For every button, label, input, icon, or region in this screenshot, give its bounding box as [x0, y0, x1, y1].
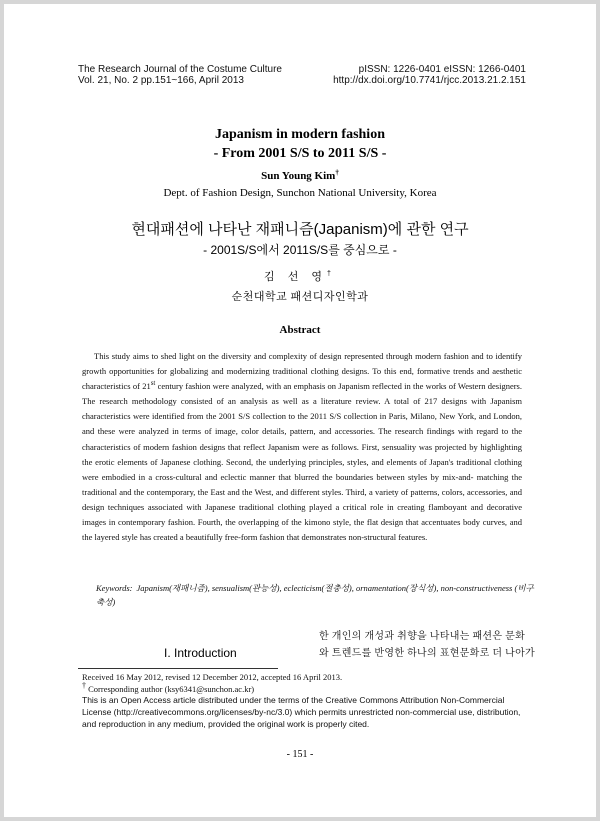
author-korean [4, 268, 596, 284]
paper-page [4, 4, 596, 817]
keywords-label: Keywords: [96, 583, 133, 593]
page-number: - 151 - [286, 749, 314, 760]
subtitle-korean: - 2001S/S에서 2011S/S를 중심으로 - [203, 243, 397, 257]
journal-name: The Research Journal of the Costume Culture [78, 64, 282, 75]
license-line3: and reproduction in any medium, provided the original work is properly cited. [82, 718, 370, 729]
footnotes [82, 672, 537, 731]
affiliation-english: Dept. of Fashion Design, Sunchon National University, Korea [163, 187, 437, 199]
ordinal-superscript: st [150, 379, 156, 388]
affiliation-korean: 순천대학교 패션디자인학과 [231, 291, 369, 303]
abstract-heading: Abstract [279, 324, 321, 336]
title-english-line2: - From 2001 S/S to 2011 S/S - [213, 146, 387, 161]
abstract-text-part1: This study aims to shed light on the diversity and complexity of design represented through modern fashion and to identify growth opportunities for globalizing and modernizing traditional clothing designs. To this end, formative trends and aesthetic characteristics of 21 [82, 351, 522, 392]
introduction-line2: 와 트렌드를 반영한 하나의 표현문화로 더 나아가 [319, 648, 535, 659]
footnote-corresponding [82, 680, 537, 696]
keywords [96, 581, 536, 609]
footnote-divider [78, 668, 278, 669]
keywords-list: Japanism(재패니즘), sensualism(관능성), eclecticism(절충성), ornamentation(장식성), non-constructiveness (비구축성) [96, 583, 534, 607]
author-korean-name: 김 선 영 [264, 271, 328, 283]
issn: pISSN: 1226-0401 eISSN: 1266-0401 [358, 64, 526, 75]
dagger-mark-korean: † [327, 270, 336, 278]
section-heading-introduction: I. Introduction [164, 646, 237, 660]
volume-info: Vol. 21, No. 2 pp.151~166, April 2013 [78, 75, 244, 86]
journal-header-left [78, 64, 282, 86]
author-english-name: Sun Young Kim [261, 170, 336, 182]
title-english [4, 125, 596, 163]
author-english [4, 170, 596, 182]
footnote-dagger: † [82, 680, 86, 690]
introduction-line1: 한 개인의 개성과 취향을 나타내는 패션은 문화 [319, 631, 526, 642]
introduction-body-korean [319, 628, 539, 662]
corresponding-author: Corresponding author (ksy6341@sunchon.ac.kr) [88, 683, 255, 694]
footnote-received: Received 16 May 2012, revised 12 December 2012, accepted 16 April 2013. [82, 672, 343, 682]
journal-header-right [333, 64, 526, 86]
abstract-body [82, 349, 522, 545]
doi-link[interactable]: http://dx.doi.org/10.7741/rjcc.2013.21.2.151 [333, 75, 526, 86]
title-english-line1: Japanism in modern fashion [215, 127, 385, 142]
title-korean: 현대패션에 나타난 재패니즘(Japanism)에 관한 연구 [131, 221, 469, 238]
abstract-text-part2: century fashion were analyzed, with an emphasis on Japanism reflected in the works of Western designers. The research methodology consisted of an analysis as well as a literature review. A total of 217 designs with Japanism characteristics were identified from the 2001 S/S collection to the 2011 S/S collection in Paris, Milano, New York, and London, and these were analyzed in terms of image, color details, pattern, and accessories. The research findings with regard to the characteristics of modern fashion designs that reflect Japanism were as follows. First, sensuality was projected by highlighting the erotic elements of Japanese clothing. Second, the underlying principles, styles, and elements of Japan's traditional clothing were embodied in a cross-cultural and eclectic manner that blurred the boundaries between styles by mix-and- matching the traditional and the contemporary, the East and the West, and different styles. Third, a variety of patterns, colors, accessories, and design techniques associated with Japanese traditional clothing played a critical role in creating flamboyant and decorative images in contemporary fashion. Fourth, the overlapping of the kimono style, the flat design that accentuates body curves, and the layered style has created a beautifully free-form fashion that demonstrates non-structural features. [82, 381, 522, 543]
license-line2: License (http://creativecommons.org/licenses/by-nc/3.0) which permits unrestricted non-commercial use, distribution, [82, 707, 521, 718]
license-line1: This is an Open Access article distributed under the terms of the Creative Commons Attribution Non-Commercial [82, 695, 505, 706]
dagger-mark: † [335, 168, 339, 177]
